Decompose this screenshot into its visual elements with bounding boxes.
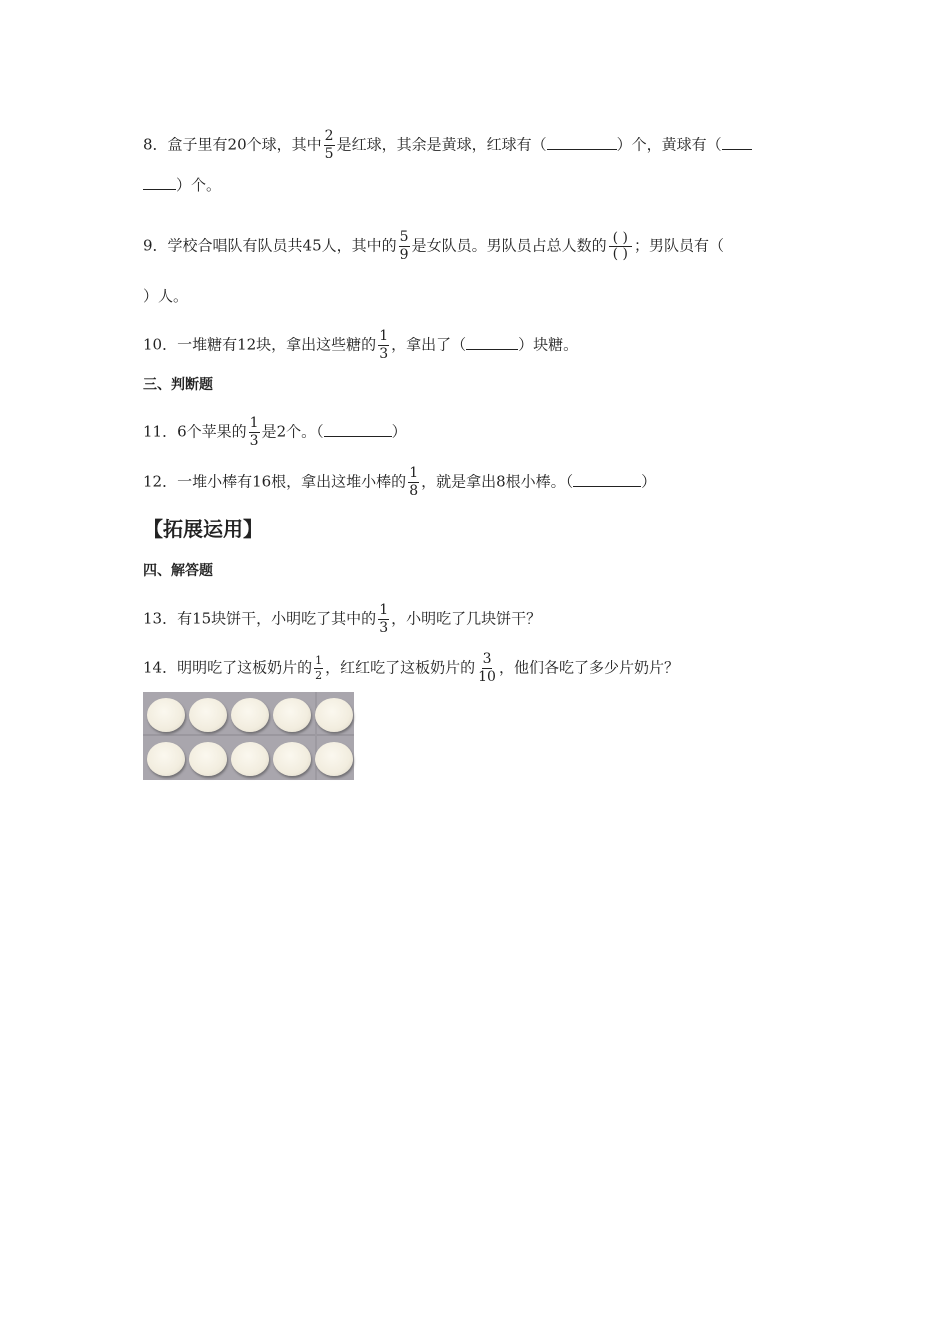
question-9-text: 9．学校合唱队有队员共45人，其中的 — [143, 236, 397, 255]
question-8-line-2: ）个。 — [143, 175, 221, 195]
fraction-3-10: $\frac{3}{10}$ — [478, 651, 496, 685]
fraction-2-5: $\frac{2}{5}$ — [324, 128, 334, 162]
question-12-line: 12．一堆小棒有16根，拿出这堆小棒的 $\frac{1}{8}$ ，就是拿出8根小棒。（ ） — [143, 465, 657, 499]
question-8-line-1: 8．盒子里有20个球，其中 $\frac{2}{5}$ 是红球，其余是黄球，红球有（ ）个，黄球有（ — [143, 129, 752, 162]
answer-blank-judgement-12[interactable] — [573, 472, 641, 487]
question-14-text: 14．明明吃了这板奶片的 — [143, 658, 313, 677]
question-13-text: 13．有15块饼干，小明吃了其中的 — [143, 609, 377, 628]
fraction-1-3: $\frac{1}{3}$ — [379, 602, 389, 636]
fraction-1-3: $\frac{1}{3}$ — [379, 328, 389, 362]
section-heading-answer: 四、解答题 — [143, 563, 213, 579]
fraction-1-2: $\frac{1}{2}$ — [315, 654, 323, 682]
milk-tablet — [231, 698, 269, 732]
heading-extended-application: 【拓展运用】 — [143, 517, 263, 541]
section-heading-judgement: 三、判断题 — [143, 377, 213, 393]
answer-fraction-boys[interactable]: $\frac{( )}{( )}$ — [609, 231, 632, 262]
milk-tablet — [273, 698, 311, 732]
answer-blank-red-balls[interactable] — [547, 135, 617, 150]
milk-tablet — [315, 742, 353, 776]
question-11-line: 11．6个苹果的 $\frac{1}{3}$ 是2个。（ ） — [143, 415, 407, 449]
answer-blank-yellow-balls[interactable] — [722, 135, 752, 150]
answer-blank-yellow-balls-continued[interactable] — [143, 175, 176, 190]
question-12-text: 12．一堆小棒有16根，拿出这堆小棒的 — [143, 472, 407, 491]
tablet-row-divider — [143, 734, 354, 736]
question-11-text: 11．6个苹果的 — [143, 422, 247, 441]
fraction-1-8: $\frac{1}{8}$ — [409, 465, 419, 499]
answer-blank-boys-count[interactable]: ）人。 — [143, 287, 189, 305]
milk-tablet — [147, 698, 185, 732]
question-13-line: 13．有15块饼干，小明吃了其中的 $\frac{1}{3}$ ，小明吃了几块饼干？ — [143, 602, 542, 636]
fraction-5-9: $\frac{5}{9}$ — [399, 229, 409, 263]
milk-tablet — [273, 742, 311, 776]
question-14-line: 14．明明吃了这板奶片的 $\frac{1}{2}$ ，红红吃了这板奶片的 $\frac{3}{10}$ ，他们各吃了多少片奶片？ — [143, 651, 679, 685]
milk-tablets-image — [143, 692, 354, 780]
answer-blank-candies[interactable] — [466, 335, 518, 350]
milk-tablet — [189, 742, 227, 776]
question-10-text: 10．一堆糖有12块，拿出这些糖的 — [143, 335, 377, 354]
milk-tablet — [147, 742, 185, 776]
milk-tablet — [231, 742, 269, 776]
fraction-1-3: $\frac{1}{3}$ — [249, 415, 259, 449]
milk-tablet — [189, 698, 227, 732]
question-8-text: 8．盒子里有20个球，其中 — [143, 135, 322, 154]
question-10-line: 10．一堆糖有12块，拿出这些糖的 $\frac{1}{3}$ ，拿出了（ ）块糖。 — [143, 328, 579, 362]
question-9-line-2 — [143, 286, 188, 306]
question-9-line-1: 9．学校合唱队有队员共45人，其中的 $\frac{5}{9}$ 是女队员。男队员占总人数的 $\frac{( )}{( )}$ ；男队员有（ — [143, 229, 724, 263]
answer-blank-judgement-11[interactable] — [324, 422, 392, 437]
milk-tablet — [315, 698, 353, 732]
